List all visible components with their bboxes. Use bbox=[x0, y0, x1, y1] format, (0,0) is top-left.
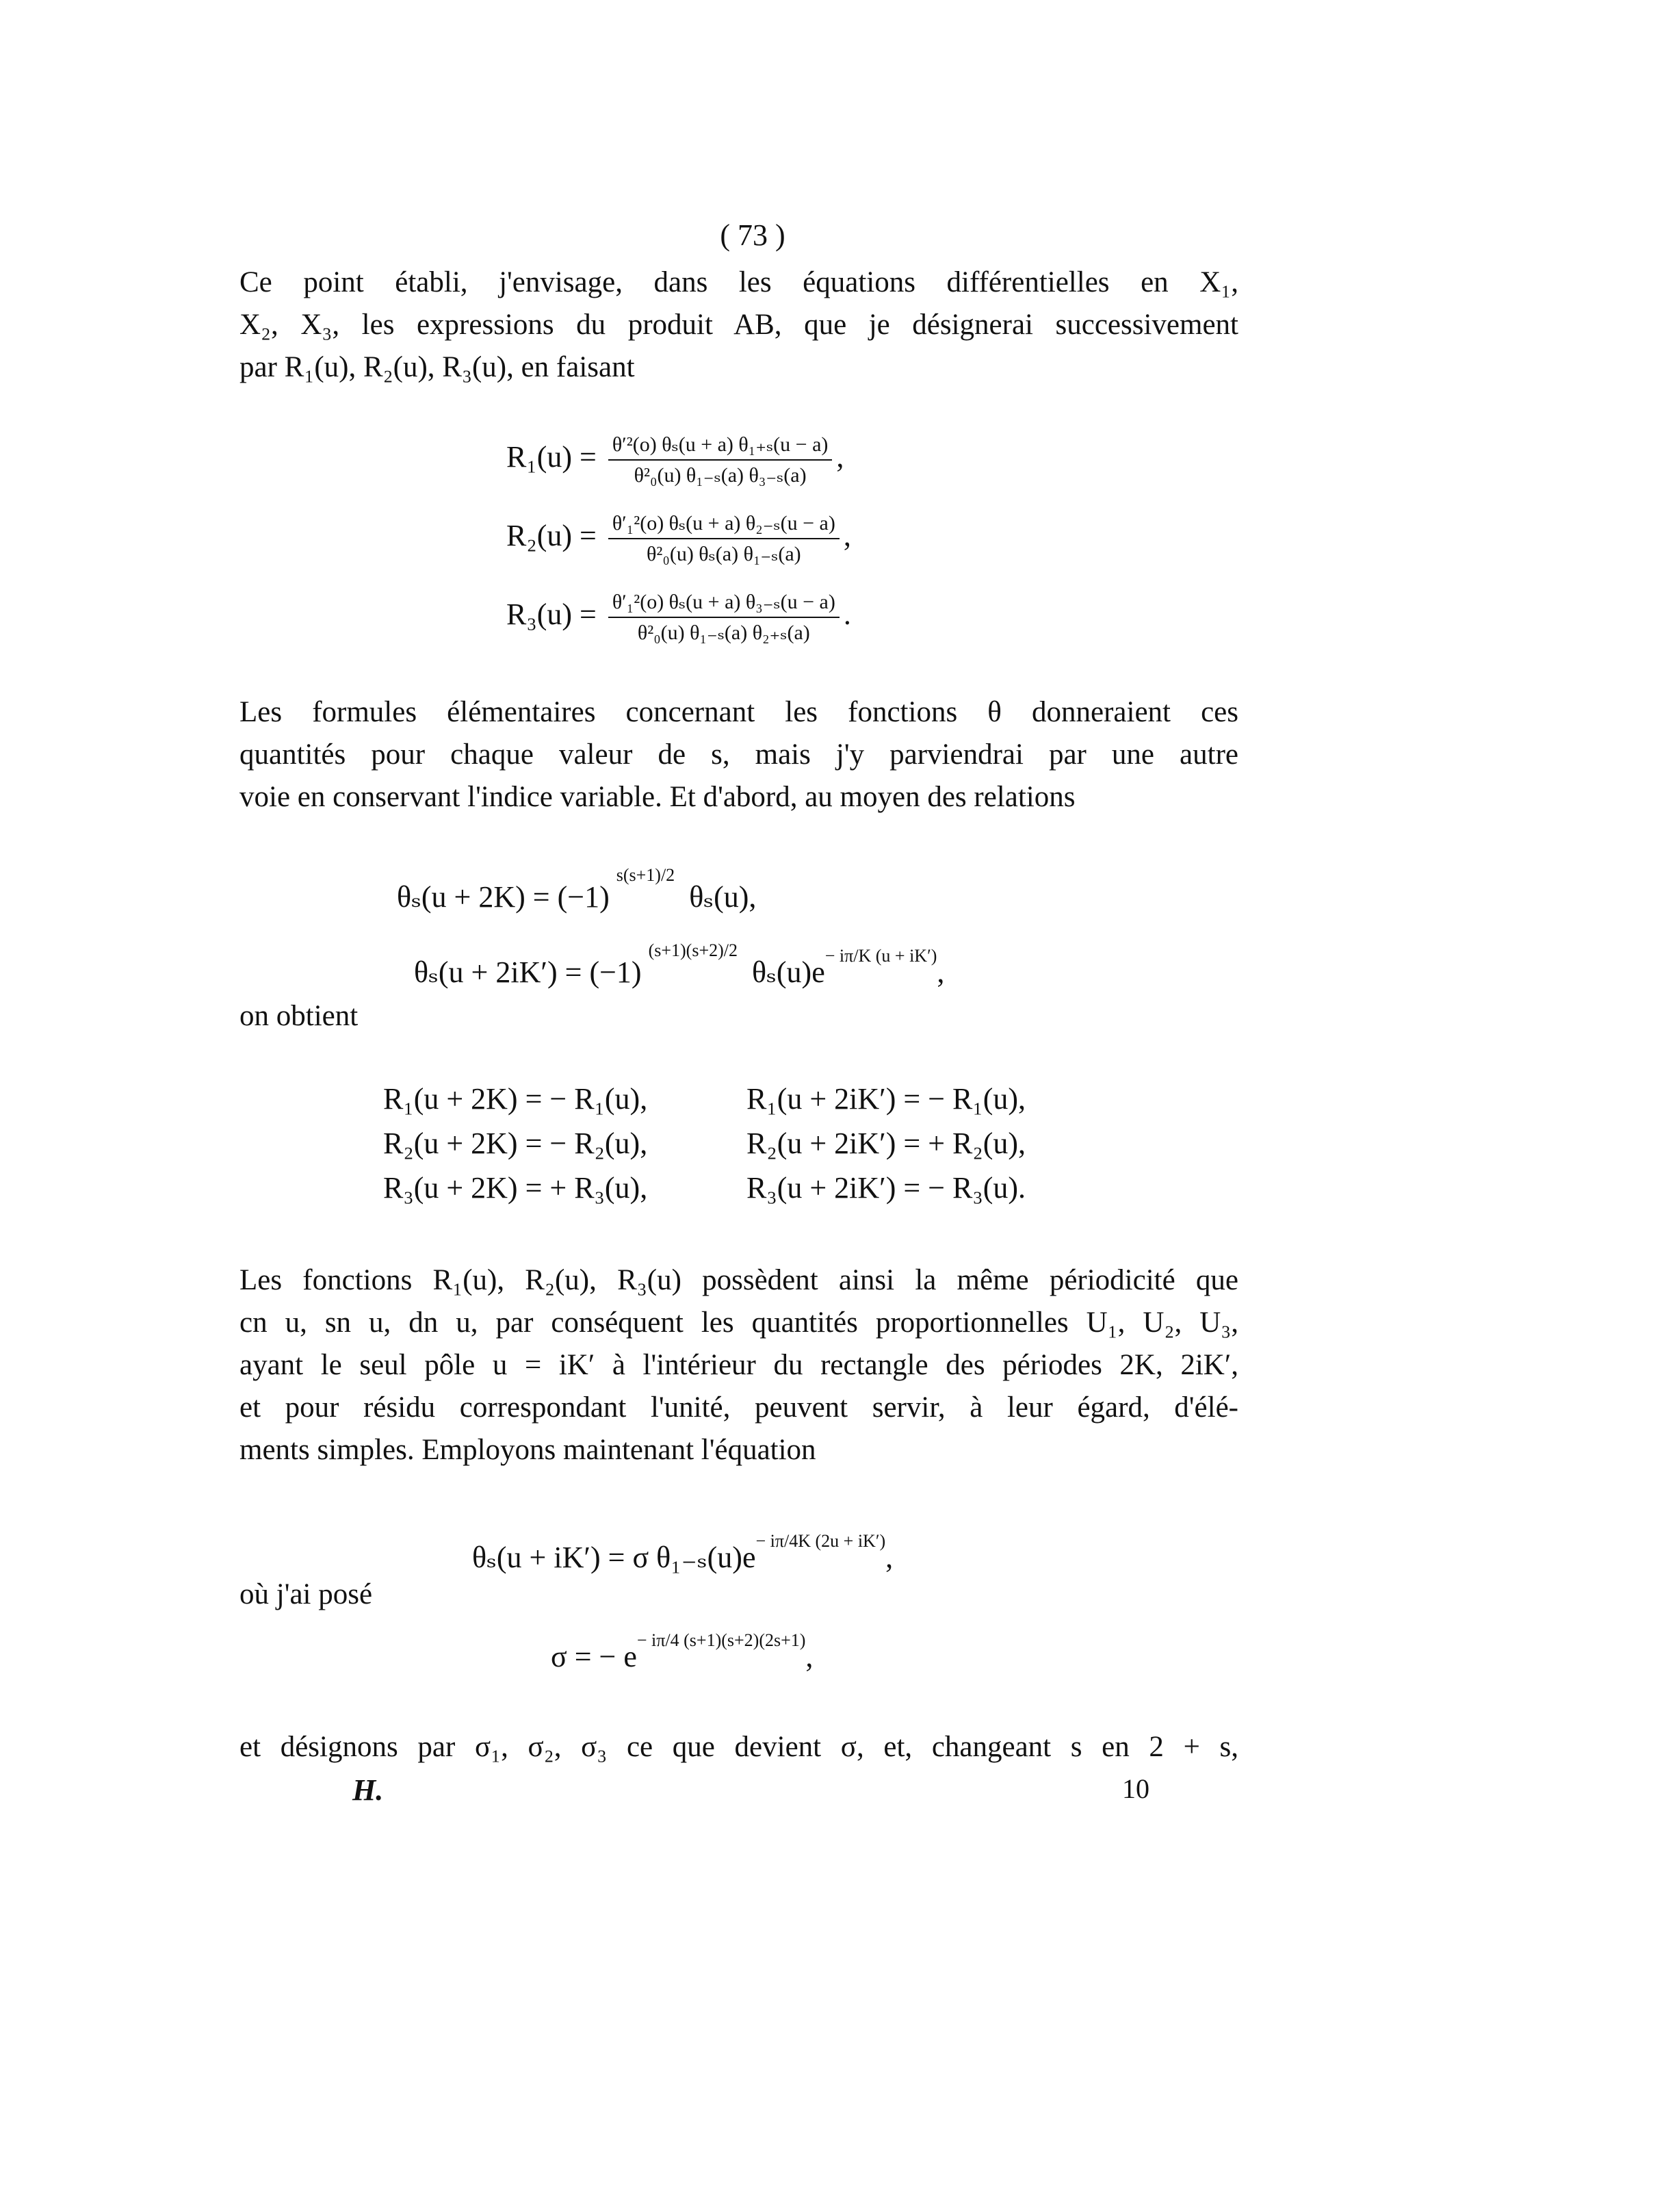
exponent: − iπ/4K (2u + iK′) bbox=[755, 1531, 886, 1551]
equation-right: R₁(u + 2iK′) = − R₁(u), bbox=[746, 1082, 1026, 1116]
equation-lhs: σ = − e bbox=[551, 1640, 637, 1673]
equation-theta-2ik bbox=[414, 940, 945, 990]
punctuation: , bbox=[805, 1640, 814, 1673]
punctuation: , bbox=[885, 1541, 894, 1574]
equation-left: R₁(u + 2K) = − R₁(u), bbox=[383, 1082, 648, 1116]
text-line: ayant le seul pôle u = iK′ à l'intérieur du rectangle des périodes 2K, 2iK′, bbox=[239, 1349, 1238, 1381]
equation-periodicity-2 bbox=[383, 1126, 1026, 1161]
equation-rhs: θₛ(u), bbox=[689, 880, 757, 914]
punctuation: , bbox=[937, 955, 945, 989]
equation-lhs: R₂(u) = bbox=[506, 519, 597, 553]
text-line: ments simples. Employons maintenant l'équation bbox=[239, 1434, 816, 1466]
punctuation: . bbox=[843, 597, 851, 632]
punctuation: , bbox=[843, 519, 851, 553]
fraction bbox=[608, 511, 840, 566]
exponent: − iπ/4 (s+1)(s+2)(2s+1) bbox=[636, 1630, 806, 1650]
fraction bbox=[608, 590, 840, 645]
equation-left: R₃(u + 2K) = + R₃(u), bbox=[383, 1171, 648, 1205]
text-line: cn u, sn u, dn u, par conséquent les quantités proportionnelles U₁, U₂, U₃, bbox=[239, 1307, 1238, 1339]
equation-r2 bbox=[506, 511, 851, 566]
punctuation: , bbox=[836, 440, 844, 474]
text-line: Ce point établi, j'envisage, dans les équations différentielles en X₁, bbox=[239, 266, 1238, 298]
text-line: quantités pour chaque valeur de s, mais j'y parviendrai par une autre bbox=[239, 738, 1238, 771]
equation-lhs: R₃(u) = bbox=[506, 597, 597, 632]
equation-lhs: θₛ(u + 2iK′) = (−1) bbox=[414, 955, 642, 989]
text-line: Les fonctions R₁(u), R₂(u), R₃(u) possèdent ainsi la même périodicité que bbox=[239, 1264, 1238, 1296]
denominator: θ²₀(u) θ₁₋ₛ(a) θ₂₊ₛ(a) bbox=[637, 621, 810, 644]
exponent: − iπ/K (u + iK′) bbox=[824, 946, 937, 966]
numerator: θ′²(o) θₛ(u + a) θ₁₊ₛ(u − a) bbox=[608, 433, 833, 461]
denominator: θ²₀(u) θₛ(a) θ₁₋ₛ(a) bbox=[647, 543, 801, 565]
text-line: Les formules élémentaires concernant les fonctions θ donneraient ces bbox=[239, 696, 1238, 728]
equation-right: R₃(u + 2iK′) = − R₃(u). bbox=[746, 1171, 1026, 1205]
equation-r3 bbox=[506, 590, 851, 645]
equation-theta-ik bbox=[472, 1531, 894, 1575]
text-line: X₂, X₃, les expressions du produit AB, que je désignerai successivement bbox=[239, 309, 1238, 341]
paragraph-1 bbox=[239, 261, 1238, 389]
paragraph-4 bbox=[239, 1726, 1238, 1769]
signature-mark: H. bbox=[352, 1773, 384, 1807]
text-line: par R₁(u), R₂(u), R₃(u), en faisant bbox=[239, 351, 635, 383]
numerator: θ′₁²(o) θₛ(u + a) θ₂₋ₛ(u − a) bbox=[608, 511, 840, 539]
equation-sigma bbox=[551, 1630, 814, 1674]
text-ou-jai-pose: où j'ai posé bbox=[239, 1578, 373, 1610]
equation-lhs: R₁(u) = bbox=[506, 440, 597, 474]
equation-lhs: θₛ(u + iK′) = σ θ₁₋ₛ(u)e bbox=[472, 1541, 756, 1574]
paragraph-3 bbox=[239, 1259, 1238, 1471]
equation-lhs: θₛ(u + 2K) = (−1) bbox=[397, 880, 610, 914]
text-on-obtient: on obtient bbox=[239, 1000, 359, 1032]
exponent: s(s+1)/2 bbox=[616, 865, 675, 885]
equation-theta-2k bbox=[397, 865, 757, 914]
text-line: et pour résidu correspondant l'unité, peuvent servir, à leur égard, d'élé- bbox=[239, 1391, 1238, 1424]
denominator: θ²₀(u) θ₁₋ₛ(a) θ₃₋ₛ(a) bbox=[634, 464, 807, 487]
equation-right: R₂(u + 2iK′) = + R₂(u), bbox=[746, 1127, 1026, 1160]
exponent: (s+1)(s+2)/2 bbox=[648, 940, 738, 960]
equation-rhs: θₛ(u)e bbox=[752, 955, 825, 989]
sheet-number: 10 bbox=[1122, 1773, 1149, 1804]
numerator: θ′₁²(o) θₛ(u + a) θ₃₋ₛ(u − a) bbox=[608, 590, 840, 618]
paragraph-2 bbox=[239, 691, 1238, 819]
equation-periodicity-1 bbox=[383, 1081, 1026, 1116]
equation-r1 bbox=[506, 433, 844, 487]
equation-left: R₂(u + 2K) = − R₂(u), bbox=[383, 1127, 648, 1160]
text-line: voie en conservant l'indice variable. Et d'abord, au moyen des relations bbox=[239, 781, 1076, 813]
fraction bbox=[608, 433, 833, 487]
text-line: et désignons par σ₁, σ₂, σ₃ ce que devient σ, et, changeant s en 2 + s, bbox=[239, 1731, 1238, 1763]
equation-periodicity-3 bbox=[383, 1170, 1026, 1205]
page-number: ( 73 ) bbox=[720, 218, 785, 252]
